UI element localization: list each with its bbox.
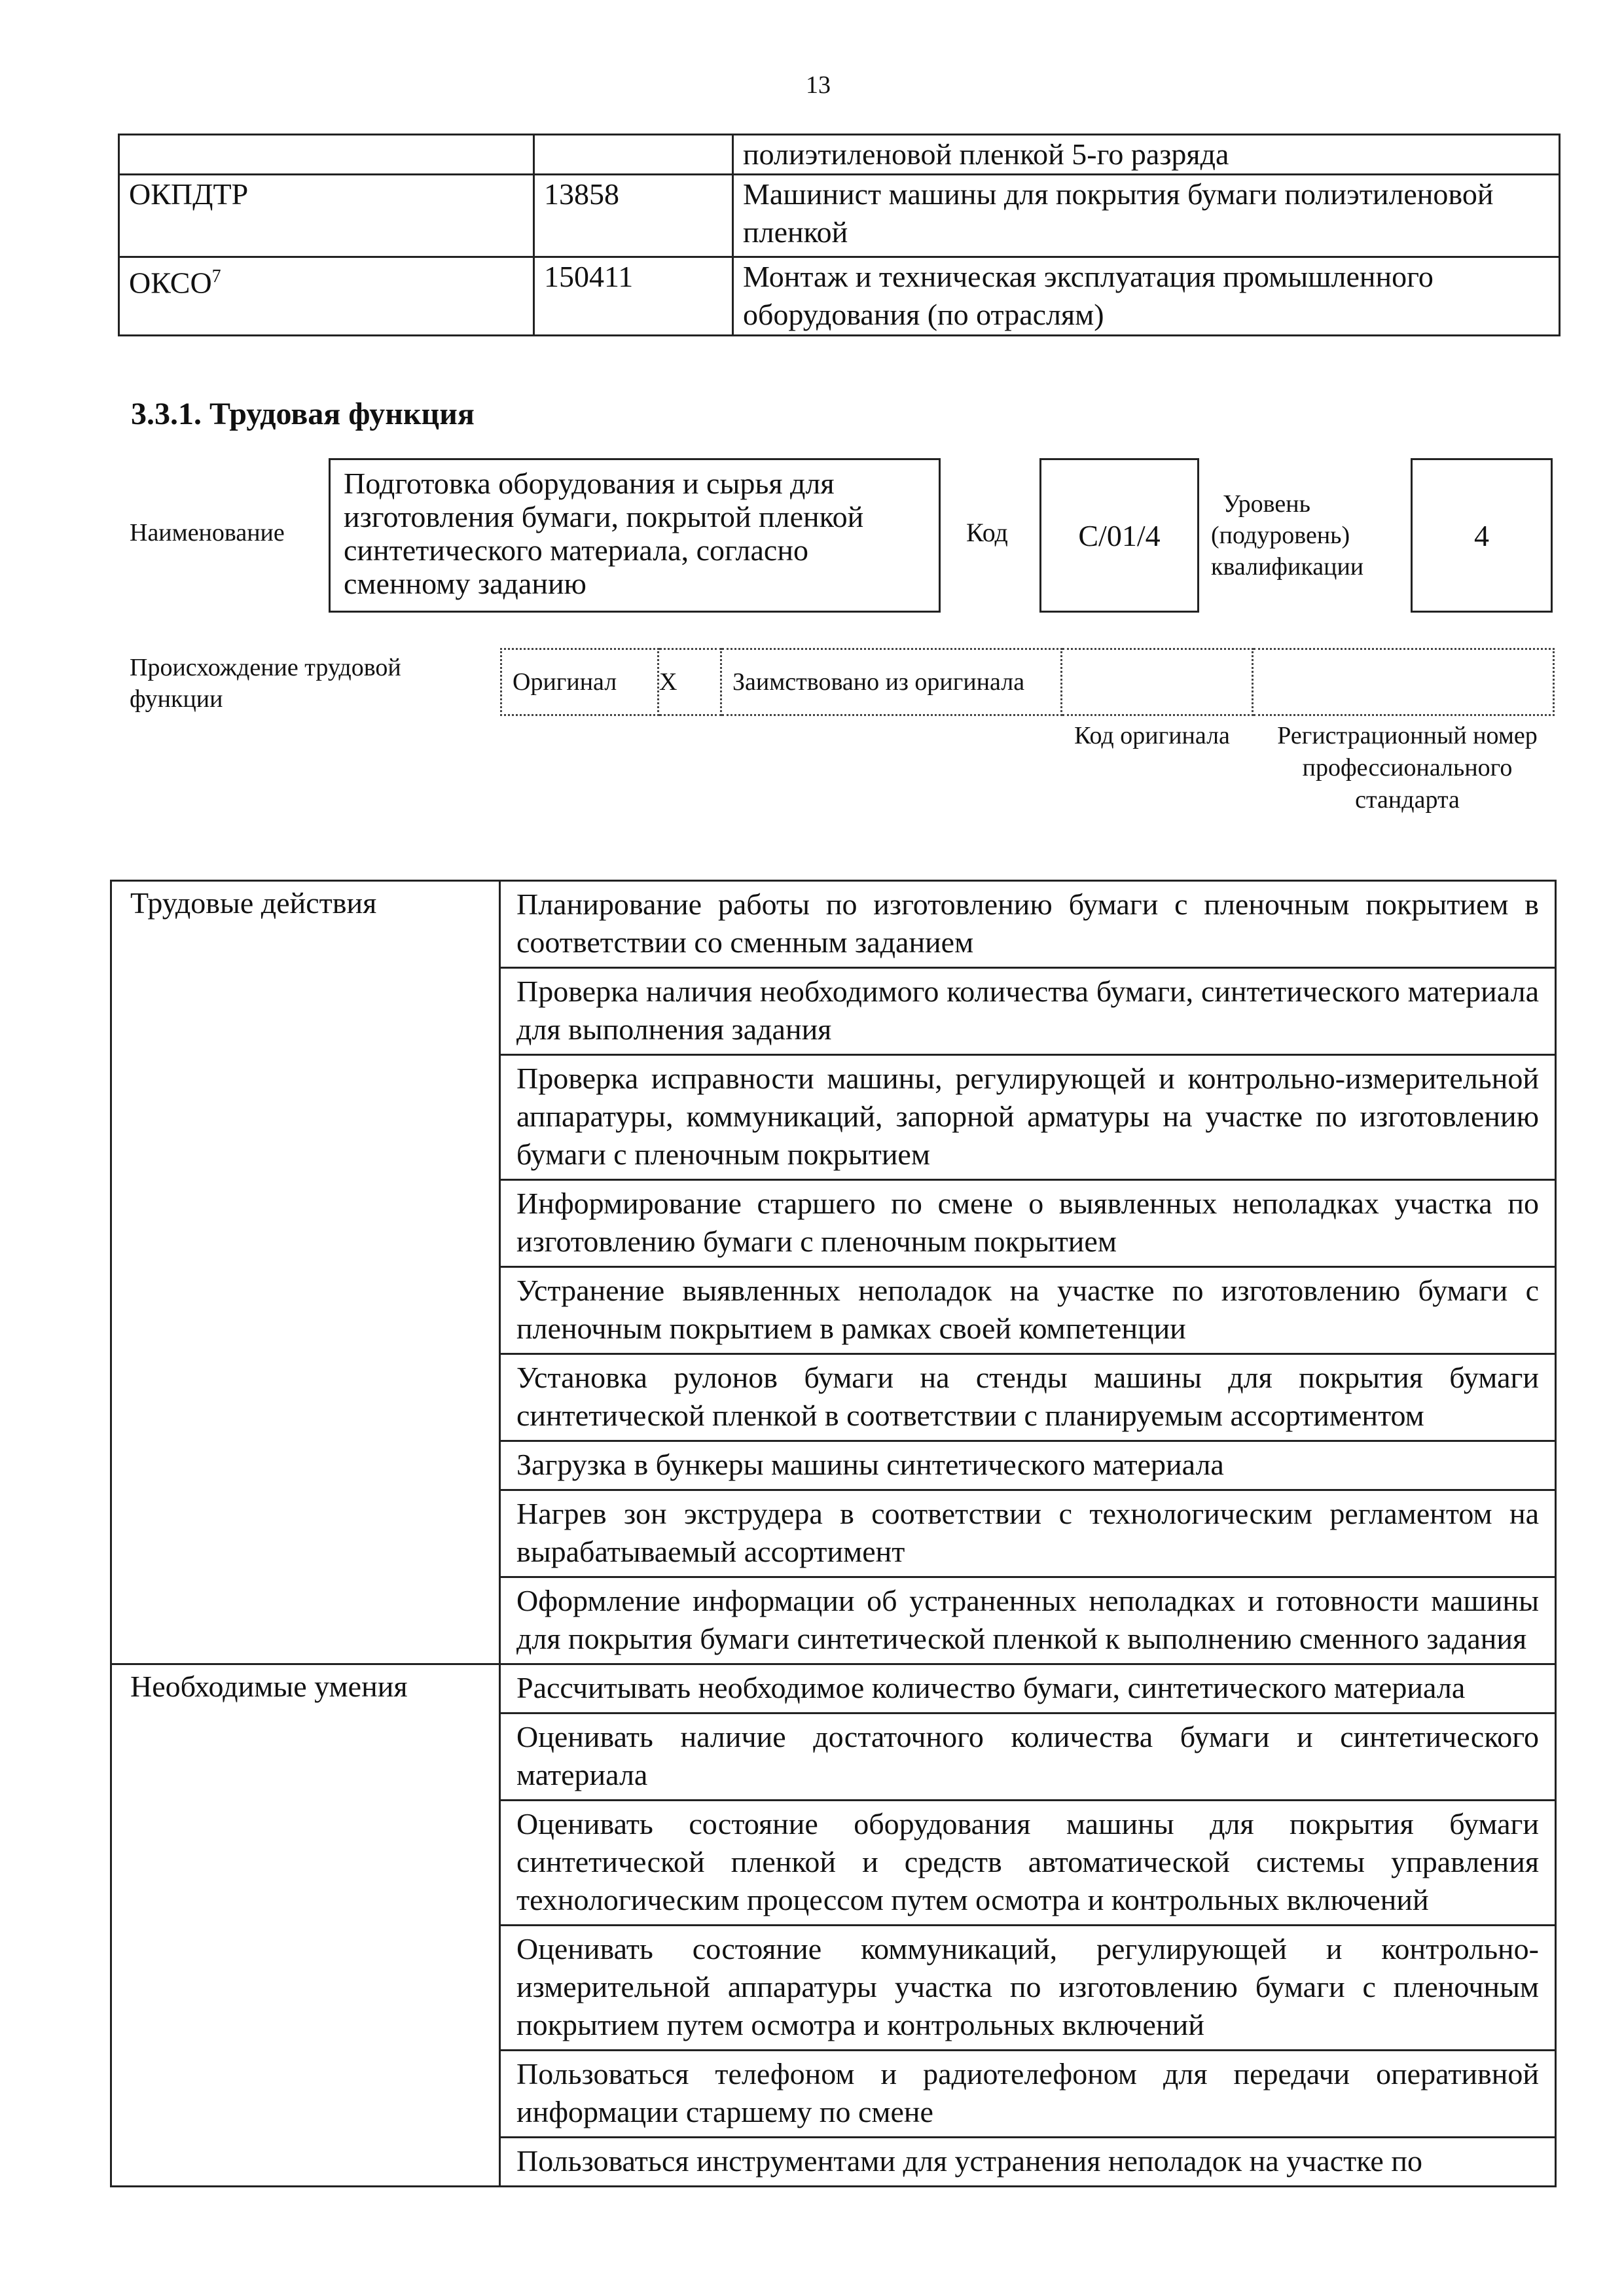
classifier-value — [534, 135, 733, 175]
labor-action-item: Информирование старшего по смене о выявленных неполадках участка по изготовлению бумаги с пленочным покрытием — [500, 1180, 1556, 1267]
reg-number-cell — [1253, 649, 1554, 715]
labor-action-item: Проверка исправности машины, регулирующей и контрольно-измерительной аппаратуры, коммуникаций, запорной арматуры на участке по изготовлению бумаги с пленочным покрытием — [500, 1055, 1556, 1180]
classifier-code-cell — [119, 257, 534, 336]
classifier-title: Машинист машины для покрытия бумаги полиэтиленовой пленкой — [733, 175, 1560, 257]
page-number: 13 — [806, 71, 831, 99]
footnote-mark: 7 — [211, 266, 221, 287]
table-row — [119, 135, 1560, 175]
classifier-code: ОКПДТР — [119, 175, 534, 257]
skill-item: Оценивать состояние оборудования машины для покрытия бумаги синтетической пленкой и средств автоматической системы управления технологическим процессом путем осмотра и контрольных включений — [500, 1801, 1556, 1926]
code-label: Код — [966, 518, 1008, 547]
labor-actions-label: Трудовые действия — [111, 881, 500, 1664]
classifier-code — [119, 135, 534, 175]
skill-item: Пользоваться телефоном и радиотелефоном для передачи оперативной информации старшему по смене — [500, 2051, 1556, 2138]
origin-label: Происхождение трудовой функции — [130, 654, 401, 713]
skills-label: Необходимые умения — [111, 1664, 500, 2187]
classifier-title: полиэтиленовой пленкой 5-го разряда — [733, 135, 1560, 175]
origin-table — [500, 648, 1555, 716]
labor-action-item: Оформление информации об устраненных неполадках и готовности машины для покрытия бумаги синтетической пленкой к выполнению сменного задания — [500, 1577, 1556, 1664]
table-row — [111, 881, 1556, 968]
table-row — [111, 1664, 1556, 1713]
code-original-cell — [1062, 649, 1253, 715]
borrowed-label: Заимствовано из оригинала — [721, 649, 1062, 715]
original-mark: X — [659, 649, 721, 715]
labor-action-item: Нагрев зон экструдера в соответствии с технологическим регламентом на вырабатываемый ассортимент — [500, 1490, 1556, 1577]
labor-action-item: Устранение выявленных неполадок на участке по изготовлению бумаги с пленочным покрытием в рамках своей компетенции — [500, 1267, 1556, 1354]
labor-action-item: Установка рулонов бумаги на стенды машины для покрытия бумаги синтетической пленкой в соответствии с планируемым ассортиментом — [500, 1354, 1556, 1441]
labor-action-item: Планирование работы по изготовлению бумаги с пленочным покрытием в соответствии со сменным заданием — [500, 881, 1556, 968]
skill-item: Пользоваться инструментами для устранения неполадок на участке по — [500, 2138, 1556, 2187]
section-title: 3.3.1. Трудовая функция — [131, 397, 475, 431]
original-label: Оригинал — [501, 649, 659, 715]
level-label: Уровень (подуровень) квалификации — [1211, 490, 1364, 581]
table-row — [119, 257, 1560, 336]
labor-action-item: Загрузка в бункеры машины синтетического материала — [500, 1441, 1556, 1490]
reg-number-label: Регистрационный номер профессионального стандарта — [1277, 722, 1538, 814]
classifier-title: Монтаж и техническая эксплуатация промышленного оборудования (по отраслям) — [733, 257, 1560, 336]
level-box: 4 — [1411, 458, 1553, 613]
function-details-body — [111, 881, 1556, 2187]
skill-item: Оценивать наличие достаточного количества бумаги и синтетического материала — [500, 1713, 1556, 1801]
table-row — [119, 175, 1560, 257]
classifier-value: 13858 — [534, 175, 733, 257]
function-name-box: Подготовка оборудования и сырья для изготовления бумаги, покрытой пленкой синтетического материала, согласно сменному заданию — [329, 458, 941, 613]
classifier-value: 150411 — [534, 257, 733, 336]
function-code-box: C/01/4 — [1039, 458, 1199, 613]
labor-action-item: Проверка наличия необходимого количества бумаги, синтетического материала для выполнения задания — [500, 968, 1556, 1055]
classifier-code: ОКСО — [129, 266, 212, 300]
code-original-label: Код оригинала — [1074, 722, 1230, 749]
classifier-table — [118, 134, 1561, 336]
function-details-table — [110, 880, 1557, 2187]
table-row — [501, 649, 1554, 715]
skill-item: Рассчитывать необходимое количество бумаги, синтетического материала — [500, 1664, 1556, 1713]
skill-item: Оценивать состояние коммуникаций, регулирующей и контрольно-измерительной аппаратуры участка по изготовлению бумаги с пленочным покрытием путем осмотра и контрольных включений — [500, 1926, 1556, 2051]
name-label: Наименование — [130, 519, 285, 547]
